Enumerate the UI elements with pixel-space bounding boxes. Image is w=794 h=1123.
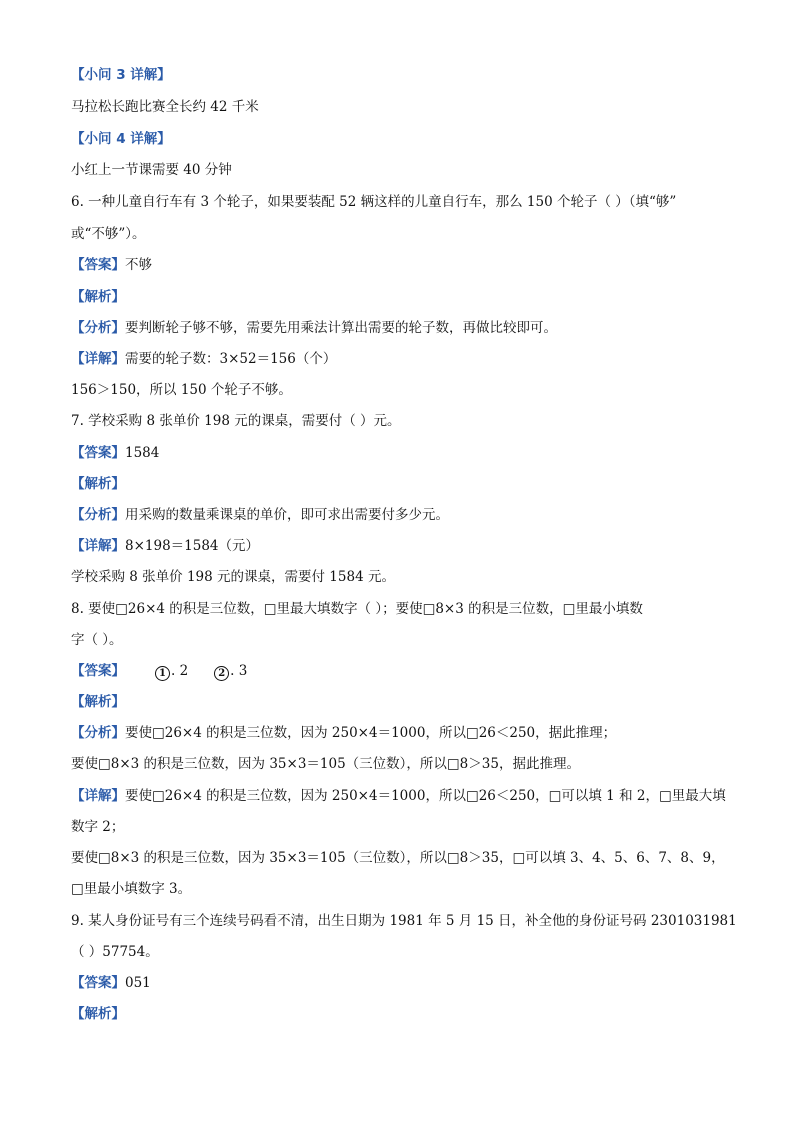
text-line [71, 444, 731, 462]
text-line [71, 161, 731, 179]
text-line [71, 475, 731, 493]
circled-number-icon: 1 [155, 666, 170, 681]
line-text: 学校采购 8 张单价 198 元的课桌，需要付 1584 元。 [71, 569, 395, 585]
text-line [71, 130, 731, 148]
text-line [71, 98, 731, 116]
text-line [71, 662, 731, 681]
section-tag: 【答案】 [71, 663, 125, 679]
text-line [71, 849, 731, 867]
text-line [71, 880, 731, 898]
section-tag: 【答案】 [71, 445, 125, 461]
line-text: 需要的轮子数：3×52＝156（个） [125, 351, 337, 367]
text-line [71, 943, 731, 961]
section-tag: 【解析】 [71, 476, 125, 492]
section-tag: 【分析】 [71, 725, 125, 741]
line-text: 1584 [125, 445, 160, 461]
text-line [71, 755, 731, 773]
line-text: 字（ ）。 [71, 632, 123, 648]
line-text: 9. 某人身份证号有三个连续号码看不清，出生日期为 1981 年 5 月 15 日，补全他的身份证号码 2301031981 [71, 913, 737, 929]
section-tag: 【解析】 [71, 1006, 125, 1022]
section-tag: 【分析】 [71, 320, 125, 336]
section-tag: 【解析】 [71, 694, 125, 710]
text-line [71, 412, 731, 430]
text-line [71, 818, 731, 836]
line-text: 要判断轮子够不够，需要先用乘法计算出需要的轮子数，再做比较即可。 [125, 320, 557, 336]
text-line [71, 787, 731, 805]
line-text: 要使□26×4 的积是三位数，因为 250×4＝1000，所以□26＜250，据此推理； [125, 725, 617, 741]
line-text: 6. 一种儿童自行车有 3 个轮子，如果要装配 52 辆这样的儿童自行车，那么 150 个轮子（ ）（填“够” [71, 194, 677, 210]
line-text: 用采购的数量乘课桌的单价，即可求出需要付多少元。 [125, 507, 449, 523]
line-text: 要使□26×4 的积是三位数，因为 250×4＝1000，所以□26＜250，□可以填 1 和 2，□里最大填 [125, 788, 726, 804]
section-tag: 【详解】 [71, 788, 125, 804]
text-line [71, 350, 731, 368]
section-tag: 【答案】 [71, 257, 125, 273]
text-line [71, 912, 737, 930]
text-line [71, 724, 731, 742]
text-line [71, 568, 731, 586]
line-text: 要使□8×3 的积是三位数，因为 35×3＝105（三位数），所以□8＞35，据此推理。 [71, 756, 580, 772]
line-text: 7. 学校采购 8 张单价 198 元的课桌，需要付（ ）元。 [71, 413, 401, 429]
circled-number-icon: 2 [214, 666, 229, 681]
line-text: 马拉松长跑比赛全长约 42 千米 [71, 99, 259, 115]
line-text: □里最小填数字 3。 [71, 881, 192, 897]
text-line [71, 319, 731, 337]
section-tag: 【详解】 [71, 351, 125, 367]
section-tag: 【分析】 [71, 507, 125, 523]
text-line [71, 1005, 731, 1023]
text-line [71, 66, 731, 84]
line-text: 156＞150，所以 150 个轮子不够。 [71, 382, 292, 398]
section-tag: 【详解】 [71, 538, 125, 554]
text-line [71, 381, 731, 399]
text-line [71, 288, 731, 306]
line-text: 小红上一节课需要 40 分钟 [71, 162, 232, 178]
answer-value: . 3 [230, 663, 248, 679]
line-text: 8×198＝1584（元） [125, 538, 260, 554]
text-line [71, 225, 731, 243]
text-line [71, 974, 731, 992]
line-text: （ ）57754。 [71, 944, 159, 960]
line-text: 要使□8×3 的积是三位数，因为 35×3＝105（三位数），所以□8＞35，□可以填 3、4、5、6、7、8、9， [71, 850, 725, 866]
line-text: 051 [125, 975, 151, 991]
text-line [71, 693, 731, 711]
text-line [71, 256, 731, 274]
text-line [71, 506, 731, 524]
section-tag: 【小问 3 详解】 [71, 67, 171, 83]
text-line [71, 193, 731, 211]
section-tag: 【解析】 [71, 289, 125, 305]
answer-item [155, 663, 188, 679]
line-text: 不够 [125, 257, 152, 273]
answer-value: . 2 [171, 663, 189, 679]
section-tag: 【小问 4 详解】 [71, 131, 171, 147]
text-line [71, 600, 731, 618]
answer-item [214, 663, 247, 679]
line-text: 或“不够”）。 [71, 226, 146, 242]
text-line [71, 537, 731, 555]
line-text: 数字 2； [71, 819, 125, 835]
section-tag: 【答案】 [71, 975, 125, 991]
line-text: 8. 要使□26×4 的积是三位数，□里最大填数字（ ）；要使□8×3 的积是三位数，□里最小填数 [71, 601, 643, 617]
text-line [71, 631, 731, 649]
